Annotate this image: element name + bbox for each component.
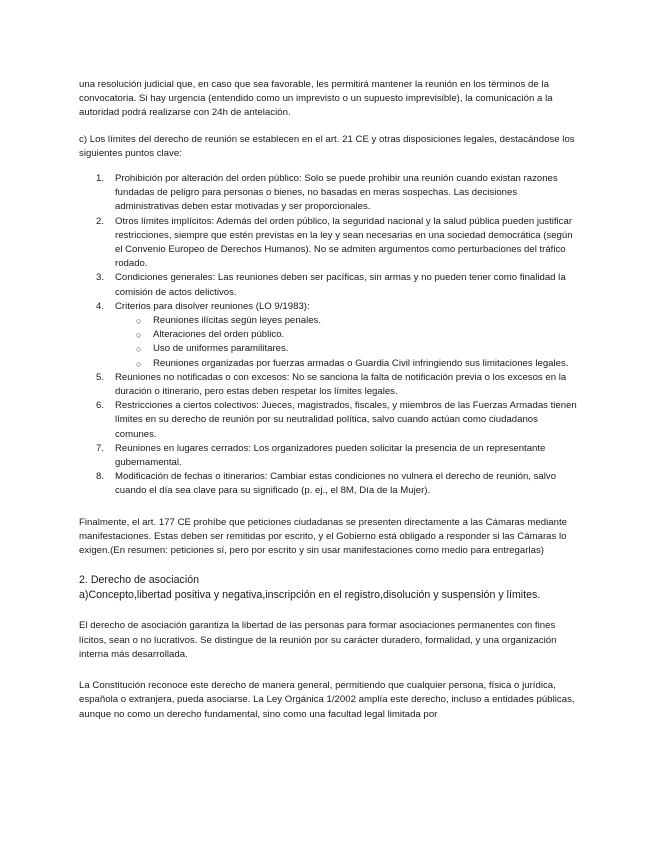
- association-definition-paragraph: El derecho de asociación garantiza la libertad de las personas para formar asociaciones permanentes con fines lícitos, sean o no lucrativos. Se distingue de la reunión por su carácter duradero, formalidad, y una organización interna más desarrollada.: [79, 620, 557, 660]
- document-page: [79, 78, 579, 722]
- list-item-text: Otros límites implícitos: Además del orden público, la seguridad nacional y la salud pública pueden justificar restricciones, siempre que estén previstas en la ley y sean necesarias en una sociedad democrática (según el Convenio Europeo de Derechos Humanos). No se admiten argumentos como perturbaciones del tráfico rodado.: [115, 215, 573, 270]
- list-item: [79, 271, 579, 299]
- list-item: [79, 399, 579, 442]
- sub-list-item-text: Alteraciones del orden público.: [153, 329, 285, 341]
- list-number: 6.: [96, 400, 105, 412]
- list-number: 1.: [96, 173, 105, 185]
- list-number: 5.: [96, 371, 105, 383]
- circle-bullet-icon: ○: [136, 330, 142, 341]
- list-number: 3.: [96, 272, 105, 284]
- list-item-text: Modificación de fechas o itinerarios: Cambiar estas condiciones no vulnera el derecho de reunión, salvo cuando el día sea clave para su significado (p. ej., el 8M, Día de la Mujer).: [115, 471, 557, 497]
- list-item-text: Restricciones a ciertos colectivos: Jueces, magistrados, fiscales, y miembros de las Fuerzas Armadas tienen límites en su derecho de reunión por su neutralidad política, salvo cuando actúan como ciudadanos comunes.: [115, 400, 577, 440]
- list-item: [79, 172, 579, 215]
- list-item: [79, 371, 579, 399]
- list-item-text: Reuniones en lugares cerrados: Los organizadores pueden solicitar la presencia de un representante gubernamental.: [115, 442, 546, 469]
- list-number: 4.: [96, 300, 105, 312]
- circle-bullet-icon: ○: [136, 344, 142, 355]
- list-number: 2.: [96, 215, 105, 227]
- sub-list-item: [115, 342, 579, 356]
- sub-list-item: [115, 314, 579, 328]
- list-item: [79, 300, 579, 371]
- intro-paragraph: una resolución judicial que, en caso que sea favorable, les permitirá mantener la reunión en los términos de la convocatoria. Si hay urgencia (entendido como un imprevisto o un supuesto imprevisible), la comunicación a la autoridad podrá realizarse con 24h de antelación.: [79, 79, 553, 119]
- final-paragraph: Finalmente, el art. 177 CE prohíbe que peticiones ciudadanas se presenten directamente a las Cámaras mediante manifestaciones. Estas deben ser remitidas por escrito, y el Gobierno está obligado a responder si las Cámaras lo exigen.(En resumen: peticiones sí, pero por escrito y sin usar manifestaciones como medio para entregarlas): [79, 516, 568, 557]
- list-item-text: Prohibición por alteración del orden público: Solo se puede prohibir una reunión cuando existan razones fundadas de peligro para personas o bienes, no basadas en meras sospechas. Las decisiones administrativas deben estar motivadas y ser proporcionales.: [115, 173, 558, 213]
- sub-list-item: [115, 328, 579, 342]
- list-number: 8.: [96, 471, 105, 483]
- list-item-text: Criterios para disolver reuniones (LO 9/1983):: [115, 300, 310, 312]
- circle-bullet-icon: ○: [136, 358, 142, 369]
- sub-list-item-text: Reuniones organizadas por fuerzas armadas o Guardia Civil infringiendo sus limitaciones legales.: [153, 357, 569, 369]
- circle-bullet-icon: ○: [136, 316, 142, 327]
- association-constitution-paragraph: La Constitución reconoce este derecho de manera general, permitiendo que cualquier persona, física o jurídica, española o extranjera, pueda asociarse. La Ley Orgánica 1/2002 amplía este derecho, incluso a entidades públicas, aunque no como un derecho fundamental, sino como una facultad legal limitada por: [79, 680, 575, 720]
- list-item: [79, 215, 579, 272]
- limits-intro-paragraph: c) Los límites del derecho de reunión se establecen en el art. 21 CE y otras disposiciones legales, destacándose los siguientes puntos clave:: [79, 133, 575, 159]
- sub-list-item-text: Reuniones ilícitas según leyes penales.: [153, 315, 321, 327]
- limits-list: [79, 172, 579, 499]
- sub-list-item-text: Uso de uniformes paramilitares.: [153, 343, 289, 355]
- sub-list-item: [115, 357, 579, 371]
- list-item-text: Condiciones generales: Las reuniones deben ser pacíficas, sin armas y no pueden tener como finalidad la comisión de actos delictivos.: [115, 272, 566, 298]
- list-number: 7.: [96, 442, 105, 454]
- section-title: 2. Derecho de asociación: [79, 574, 200, 587]
- list-item-text: Reuniones no notificadas o con excesos: No se sanciona la falta de notificación previa o los excesos en la duración o itinerario, pero estas deben respetar los límites legales.: [115, 371, 567, 398]
- section-subtitle: a)Concepto,libertad positiva y negativa,inscripción en el registro,disolución y suspensión y límites.: [79, 588, 541, 601]
- list-item: [79, 442, 579, 470]
- list-item: [79, 470, 579, 498]
- dissolve-criteria-list: [115, 314, 579, 371]
